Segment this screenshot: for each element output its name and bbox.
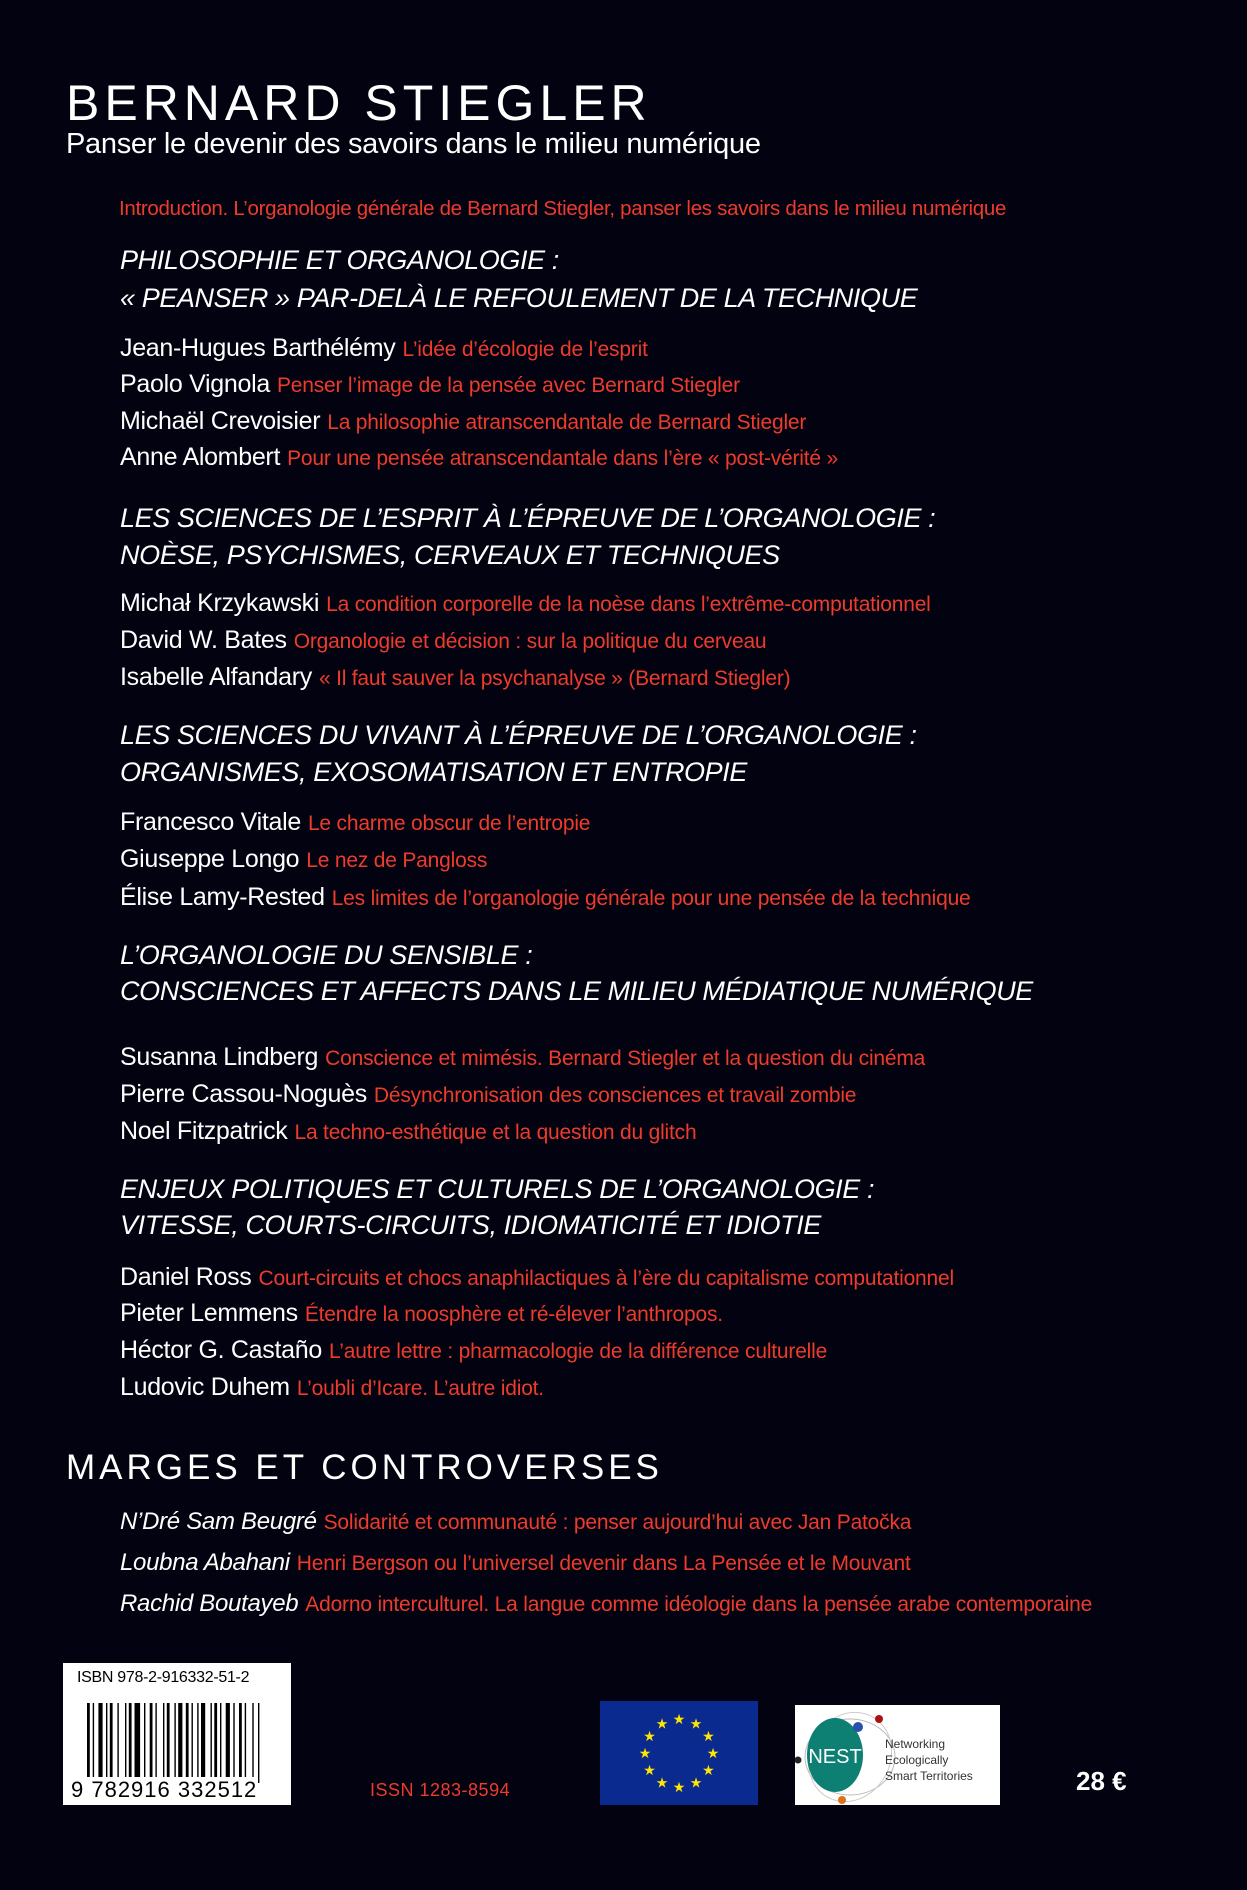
- book-subtitle: Panser le devenir des savoirs dans le milieu numérique: [66, 128, 761, 160]
- contribution-title: Henri Bergson ou l’universel devenir dans La Pensée et le Mouvant: [296, 1552, 911, 1575]
- star-icon: ★: [655, 1774, 669, 1791]
- contribution-entry: [120, 1117, 696, 1146]
- contribution-entry: [120, 845, 487, 874]
- contribution-entry: [120, 589, 931, 618]
- contributor-name: Héctor G. Castaño: [120, 1336, 322, 1364]
- contribution-title: Conscience et mimésis. Bernard Stiegler et la question du cinéma: [325, 1047, 926, 1070]
- barcode-bar: [252, 1703, 253, 1783]
- contribution-title: L’oubli d’Icare. L’autre idiot.: [296, 1377, 544, 1400]
- contribution-title: L’autre lettre : pharmacologie de la différence culturelle: [328, 1340, 828, 1363]
- star-icon: ★: [672, 1779, 686, 1795]
- svg-text:Ecologically: Ecologically: [885, 1753, 949, 1767]
- barcode-bar: [167, 1703, 170, 1783]
- star-icon: ★: [643, 1762, 656, 1778]
- contributor-name: N’Dré Sam Beugré: [120, 1508, 317, 1535]
- nest-logo: [795, 1705, 1000, 1805]
- star-icon: ★: [702, 1728, 715, 1744]
- barcode-bar: [201, 1703, 205, 1783]
- barcode-bar: [106, 1703, 107, 1783]
- section-heading: ENJEUX POLITIQUES ET CULTURELS DE L’ORGANOLOGIE :: [120, 1174, 875, 1204]
- section-heading: ORGANISMES, EXOSOMATISATION ET ENTROPIE: [120, 757, 747, 787]
- contributor-name: Francesco Vitale: [120, 808, 301, 836]
- barcode-bar: [220, 1703, 221, 1783]
- barcode-bar: [211, 1703, 212, 1783]
- barcode-bar: [226, 1703, 230, 1783]
- barcode-bar: [155, 1703, 156, 1783]
- contribution-title: Solidarité et communauté : penser aujourd’hui avec Jan Patočka: [323, 1511, 912, 1534]
- barcode-bar: [110, 1703, 113, 1783]
- contributor-name: Giuseppe Longo: [120, 845, 300, 873]
- section-heading: « PEANSER » PAR-DELÀ LE REFOULEMENT DE LA TECHNIQUE: [120, 283, 918, 313]
- section-heading: VITESSE, COURTS-CIRCUITS, IDIOMATICITÉ ET IDIOTIE: [120, 1210, 821, 1240]
- contribution-title: Organologie et décision : sur la politique du cerveau: [293, 630, 767, 653]
- barcode-bar: [93, 1703, 94, 1783]
- section-heading: PHILOSOPHIE ET ORGANOLOGIE :: [120, 245, 559, 275]
- svg-text:Networking: Networking: [885, 1737, 946, 1751]
- star-icon: ★: [702, 1762, 715, 1778]
- contributor-name: Élise Lamy-Rested: [120, 883, 325, 911]
- barcode-bar: [87, 1703, 90, 1783]
- contributor-name: Daniel Ross: [120, 1263, 252, 1291]
- contributor-name: David W. Bates: [120, 626, 287, 654]
- barcode-bar: [197, 1703, 198, 1783]
- contribution-entry: [120, 663, 790, 692]
- contributor-name: Pieter Lemmens: [120, 1299, 298, 1327]
- star-icon: ★: [643, 1728, 656, 1744]
- barcode-bar: [258, 1703, 259, 1783]
- barcode-bar: [129, 1703, 132, 1783]
- contributor-name: Noel Fitzpatrick: [120, 1117, 288, 1145]
- contribution-title: Le nez de Pangloss: [306, 849, 488, 872]
- barcode-bar: [125, 1703, 126, 1783]
- contribution-entry: [120, 443, 838, 472]
- star-icon: ★: [706, 1745, 720, 1761]
- marges-heading: MARGES ET CONTROVERSES: [66, 1448, 663, 1487]
- star-icon: ★: [689, 1715, 703, 1732]
- star-icon: ★: [638, 1745, 652, 1761]
- contribution-entry: [120, 808, 590, 837]
- contribution-entry: [120, 626, 766, 655]
- contribution-title: Penser l’image de la pensée avec Bernard Stiegler: [276, 374, 740, 397]
- star-icon: ★: [689, 1774, 703, 1791]
- contribution-title: Désynchronisation des consciences et travail zombie: [373, 1084, 857, 1107]
- contributor-name: Ludovic Duhem: [120, 1373, 290, 1401]
- contribution-entry: [120, 1549, 911, 1577]
- section-heading: CONSCIENCES ET AFFECTS DANS LE MILIEU MÉDIATIQUE NUMÉRIQUE: [120, 976, 1033, 1006]
- barcode-bar: [135, 1703, 141, 1783]
- barcode-bar: [98, 1703, 102, 1783]
- contribution-title: « Il faut sauver la psychanalyse » (Bernard Stiegler): [318, 667, 791, 690]
- star-icon: ★: [672, 1711, 686, 1727]
- barcode-bar: [214, 1703, 217, 1783]
- author-name: BERNARD STIEGLER: [66, 75, 652, 131]
- contributor-name: Paolo Vignola: [120, 370, 270, 398]
- contribution-title: La philosophie atranscendantale de Bernard Stiegler: [327, 411, 807, 434]
- contribution-title: La techno-esthétique et la question du glitch: [294, 1121, 697, 1144]
- barcode-bar: [233, 1703, 234, 1783]
- eu-flag-icon: [600, 1701, 758, 1805]
- barcode-bar: [174, 1703, 175, 1783]
- star-icon: ★: [655, 1715, 669, 1732]
- contribution-entry: [120, 1263, 954, 1292]
- contribution-title: Court-circuits et chocs anaphilactiques à l’ère du capitalisme computationnel: [258, 1267, 954, 1290]
- contributor-name: Jean-Hugues Barthélémy: [120, 334, 396, 362]
- contribution-title: L’idée d’écologie de l’esprit: [402, 338, 648, 361]
- contributor-name: Rachid Boutayeb: [120, 1590, 299, 1617]
- barcode-bar: [144, 1703, 145, 1783]
- contributor-name: Susanna Lindberg: [120, 1043, 319, 1071]
- contribution-title: Les limites de l’organologie générale pour une pensée de la technique: [331, 887, 971, 910]
- contribution-title: Le charme obscur de l’entropie: [307, 812, 591, 835]
- contributor-name: Michał Krzykawski: [120, 589, 320, 617]
- contribution-entry: [120, 1508, 911, 1536]
- contribution-entry: [120, 1590, 1092, 1618]
- introduction-line: Introduction. L’organologie générale de Bernard Stiegler, panser les savoirs dans le milieu numérique: [119, 197, 1007, 220]
- barcode-bar: [117, 1703, 118, 1783]
- barcode-bars: [87, 1703, 277, 1783]
- issn: ISSN 1283-8594: [370, 1780, 511, 1800]
- section-heading: NOÈSE, PSYCHISMES, CERVEAUX ET TECHNIQUES: [120, 540, 780, 570]
- contribution-entry: [120, 1336, 827, 1365]
- contributor-name: Anne Alombert: [120, 443, 281, 471]
- section-heading: L’ORGANOLOGIE DU SENSIBLE :: [120, 940, 533, 970]
- barcode-bar: [150, 1703, 153, 1783]
- contributor-name: Michaël Crevoisier: [120, 407, 321, 435]
- barcode-bar: [239, 1703, 242, 1783]
- isbn-label: ISBN 978-2-916332-51-2: [77, 1669, 250, 1686]
- contributor-name: Isabelle Alfandary: [120, 663, 312, 691]
- section-heading: LES SCIENCES DE L’ESPRIT À L’ÉPREUVE DE L’ORGANOLOGIE :: [120, 503, 936, 533]
- contribution-entry: [120, 1373, 544, 1402]
- contribution-title: La condition corporelle de la noèse dans l’extrême-computationnel: [326, 593, 931, 616]
- price: 28 €: [1076, 1766, 1127, 1796]
- contributor-name: Loubna Abahani: [120, 1549, 290, 1576]
- barcode-bar: [163, 1703, 164, 1783]
- barcode-bar: [245, 1703, 246, 1783]
- contribution-entry: [120, 407, 806, 436]
- contributor-name: Pierre Cassou-Noguès: [120, 1080, 367, 1108]
- contribution-entry: [120, 1299, 723, 1328]
- contribution-title: Étendre la noosphère et ré-élever l’anthropos.: [304, 1303, 723, 1326]
- contribution-entry: [120, 1043, 925, 1072]
- barcode-digits: 9 782916 332512: [71, 1777, 258, 1802]
- svg-text:Smart Territories: Smart Territories: [885, 1769, 973, 1783]
- barcode-bar: [178, 1703, 182, 1783]
- barcode-bar: [192, 1703, 193, 1783]
- svg-text:NEST: NEST: [808, 1746, 862, 1768]
- contribution-title: Pour une pensée atranscendantale dans l’ère « post-vérité »: [287, 447, 838, 470]
- contribution-entry: [120, 1080, 856, 1109]
- contribution-entry: [120, 370, 740, 399]
- contribution-entry: [120, 334, 648, 363]
- barcode: [63, 1663, 291, 1805]
- contribution-title: Adorno interculturel. La langue comme idéologie dans la pensée arabe contemporaine: [305, 1593, 1093, 1616]
- contribution-entry: [120, 883, 971, 912]
- section-heading: LES SCIENCES DU VIVANT À L’ÉPREUVE DE L’ORGANOLOGIE :: [120, 720, 917, 750]
- barcode-bar: [186, 1703, 189, 1783]
